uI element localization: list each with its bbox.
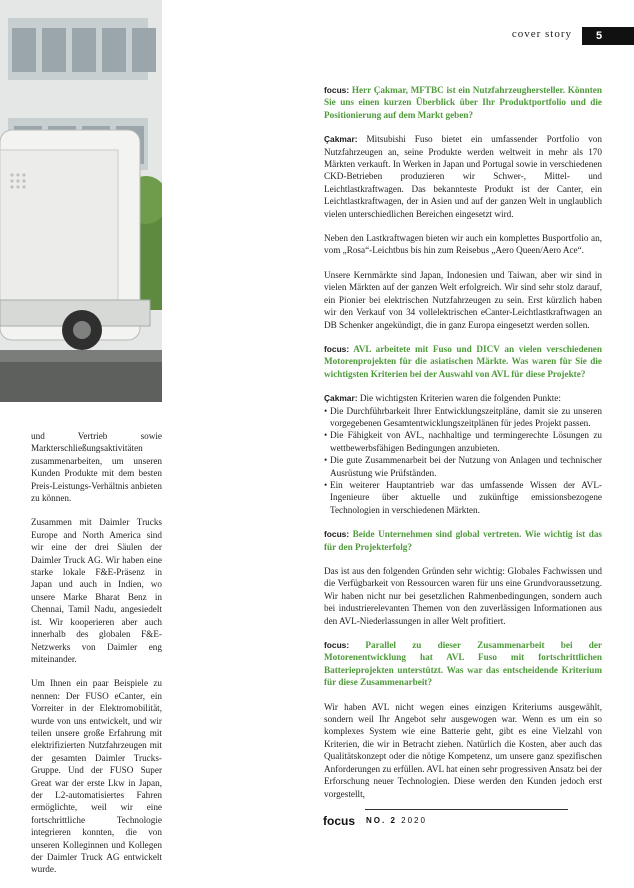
page-number: 5	[582, 27, 634, 45]
speaker-label: Çakmar:	[324, 393, 358, 404]
paragraph: Zusammen mit Daimler Trucks Europe and North America sind wir eine der drei Säulen der Daimler Truck AG. Wir haben eine starke lokale F&E-Präsenz in Japan und auch in Indien, wo unsere Marke Bharat Benz in Chennai, Tamil Nadu, angesiedelt ist. Wir kooperieren aber auch innerhalb des globalen F&E-Netzwerks von Daimler eng miteinander.	[31, 517, 162, 664]
question	[324, 84, 602, 121]
speaker-label: focus:	[324, 85, 350, 95]
question-text: Parallel zu dieser Zusammenarbeit bei der Motorenentwicklung hat AVL Fuso mit fortschrittlichen Batterieprojekten unterstützt. Was war das entscheidende Kriterium für diese Zusammenarbeit?	[324, 640, 602, 688]
question-text: Herr Çakmar, MFTBC ist ein Nutzfahrzeughersteller. Könnten Sie uns einen kurzen Überblick über Ihr Produktportfolio und die Positionierung auf dem Markt geben?	[324, 85, 602, 120]
issue-number: NO. 2	[366, 816, 397, 825]
list-item: • Die gute Zusammenarbeit bei der Nutzung von Anlagen und technischer Ausrüstung wie Prüfständen.	[324, 454, 602, 479]
list-item: • Die Durchführbarkeit Ihrer Entwicklungszeitpläne, damit sie zu unseren vorgegebenen Gesamtentwicklungszeitplänen für jedes Projekt passen.	[324, 405, 602, 430]
criteria-list	[324, 405, 602, 517]
magazine-logo: focus	[323, 814, 356, 828]
paragraph: Das ist aus den folgenden Gründen sehr wichtig: Globales Fachwissen und die Verfügbarkeit von Ressourcen waren für uns eine Grundvoraussetzung. Wir haben nicht nur bei gesetzlichen Rahmenbedingungen, sondern auch bei industrierelevanten Themen von den zuverlässigen Informationen aus den AVL-Niederlassungen in aller Welt profitiert.	[324, 566, 602, 626]
issue-year: 2020	[396, 816, 427, 825]
speaker-label: focus:	[324, 343, 350, 354]
paragraph: und Vertrieb sowie Markterschließungsaktivitäten zusammenarbeiten, um unseren Kunden Produkte mit dem besten Preis-Leistungs-Verhältnis anbieten zu können.	[31, 431, 162, 504]
question-text: Beide Unternehmen sind global vertreten. Wie wichtig ist das für den Projekterfolg?	[324, 529, 602, 552]
answer	[324, 133, 602, 220]
question	[324, 639, 602, 689]
right-column	[324, 84, 602, 812]
issue-label	[366, 816, 427, 825]
left-column	[31, 430, 162, 888]
truck-photo-illustration	[0, 0, 162, 402]
list-item: • Ein weiterer Hauptantrieb war das umfassende Wissen der AVL-Ingenieure über aktuelle und zukünftige emissionsbezogene Technologien in verschiedenen Märkten.	[324, 479, 602, 516]
speaker-label: focus:	[324, 640, 350, 651]
paragraph: Um Ihnen ein paar Beispiele zu nennen: Der FUSO eCanter, ein Vorreiter in der Elektromobilität, wurde von uns entwickelt, und wir teilen unsere große Erfahrung mit elektrifizierten Nutzfahrzeugen mit der gesamten Daimler Trucks-Gruppe. Und der FUSO Super Great war der erste Lkw in Japan, der L2-automatisiertes Fahren ermöglichte, weil wir eine fortschrittliche Technologie integrieren konnten, die von unseren Kolleginnen und Kollegen der Daimler Truck AG entwickelt wurde.	[31, 678, 162, 875]
question-text: AVL arbeitete mit Fuso und DICV an vielen verschiedenen Motorenprojekten für die asiatischen Märkte. Was waren für Sie die wichtigsten Kriterien bei der Auswahl von AVL für diese Projekte?	[324, 343, 602, 379]
answer-text: Die wichtigsten Kriterien waren die folgenden Punkte:	[357, 393, 561, 404]
paragraph: Wir haben AVL nicht wegen eines einzigen Kriteriums ausgewählt, sondern weil Ihr Angebot sehr ausgewogen war. Wenn es um ein so komplexes System wie eine Batterie geht, gibt es eine Vielzahl von Kriterien, die wir in Betracht ziehen. Natürlich die Kosten, aber auch das Qualitätskonzept oder die nötige Kompetenz, um unsere ganz spezifischen Anforderungen zu erfüllen. AVL hat einen sehr progressiven Ansatz bei der Erforschung neuer Technologien. Diese werden den Kunden jedoch erst vorgestellt,	[324, 701, 602, 799]
page-footer	[323, 809, 573, 829]
paragraph: Unsere Kernmärkte sind Japan, Indonesien und Taiwan, aber wir sind in vielen Märkten auf der ganzen Welt erfolgreich. Wir sind sehr stolz darauf, ein Pionier bei elektrischen Nutzfahrzeugen zu sein. Erst kürzlich haben wir den Verkauf von 34 vollelektrischen eCanter-Leichtlastkraftwagen an DB Schenker angekündigt, die in ganz Europa eingesetzt werden sollen.	[324, 269, 602, 330]
speaker-label: Çakmar:	[324, 134, 358, 145]
speaker-label: focus:	[324, 529, 350, 540]
paragraph: Neben den Lastkraftwagen bieten wir auch ein komplettes Busportfolio an, vom „Rosa“-Leichtbus bis hin zum Reisebus „Aero Queen/Aero Ace“.	[324, 233, 602, 256]
answer	[324, 392, 602, 404]
answer-text: Mitsubishi Fuso bietet ein umfassender Portfolio von Nutzfahrzeugen an, seine Produkte werden weltweit in mehr als 170 Märkten verkauft. In Werken in Japan und Portugal sowie in verschiedenen CKD-Betrieben produzieren wir Schwer-, Mittel- und Leichtlastkraftwagen. Das bekannteste Produkt ist der Canter, ein Leichtlastkraftwagen, der in Asien und auf der ganzen Welt in unglaublich vielen unterschiedlichen Bereichen eingesetzt wird.	[324, 134, 602, 219]
list-item: • Die Fähigkeit von AVL, nachhaltige und termingerechte Lösungen zu wettbewerbsfähigen Bedingungen anzubieten.	[324, 429, 602, 454]
question	[324, 343, 602, 380]
page-header	[0, 27, 634, 45]
cover-photo	[0, 0, 162, 402]
section-label: cover story	[511, 28, 572, 40]
footer-rule	[365, 809, 568, 810]
question	[324, 528, 602, 553]
